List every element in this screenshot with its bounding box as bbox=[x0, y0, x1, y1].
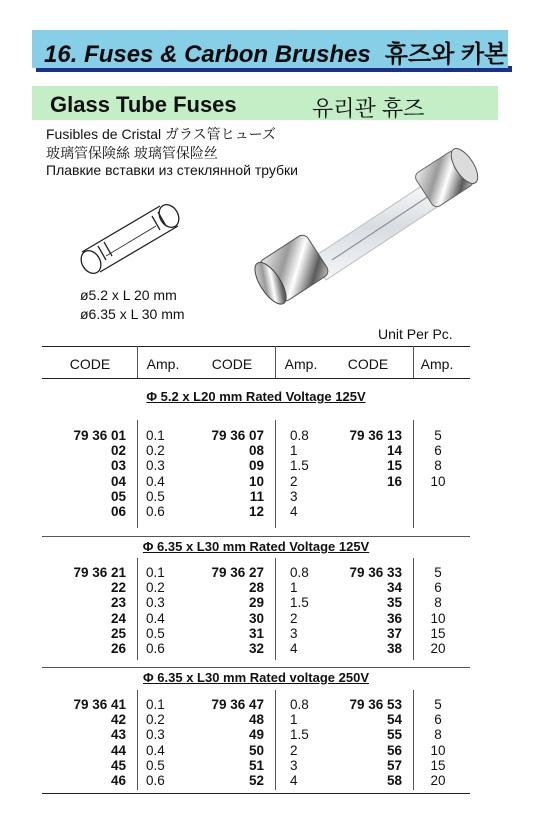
amp-cell: 0.2 bbox=[146, 443, 165, 459]
amp-cell: 1.5 bbox=[290, 458, 309, 474]
amp-cell: 0.5 bbox=[146, 488, 165, 504]
code-cell: 25 bbox=[110, 625, 126, 641]
table-top-rule bbox=[42, 346, 470, 347]
group-title-1: Φ 5.2 x L20 mm Rated Voltage 125V bbox=[146, 389, 366, 404]
code-cell: 55 bbox=[386, 727, 402, 743]
code-cell: 29 bbox=[248, 595, 264, 611]
col-divider bbox=[413, 690, 414, 790]
code-list bbox=[184, 565, 264, 656]
code-cell: 03 bbox=[110, 458, 126, 474]
amp-cell: 6 bbox=[434, 580, 442, 596]
code-cell: 79 36 27 bbox=[211, 565, 264, 580]
code-list bbox=[322, 697, 402, 788]
col-divider bbox=[413, 558, 414, 660]
amp-cell: 0.3 bbox=[146, 727, 165, 743]
code-cell: 52 bbox=[248, 773, 264, 789]
code-list bbox=[46, 697, 126, 788]
code-cell: 79 36 53 bbox=[349, 697, 402, 712]
code-cell: 34 bbox=[386, 580, 402, 596]
code-cell: 31 bbox=[248, 625, 264, 641]
code-cell: 79 36 21 bbox=[73, 565, 126, 580]
unit-note: Unit Per Pc. bbox=[378, 326, 453, 342]
code-cell: 79 36 13 bbox=[349, 428, 402, 443]
amp-cell: 1 bbox=[290, 580, 298, 596]
group-1-rule bbox=[42, 536, 470, 537]
code-cell: 14 bbox=[386, 443, 402, 459]
amp-cell: 5 bbox=[434, 428, 442, 443]
header-code-3: CODE bbox=[347, 356, 389, 372]
code-cell: 50 bbox=[248, 742, 264, 758]
amp-list bbox=[418, 428, 458, 489]
amp-list bbox=[418, 565, 458, 656]
amp-cell: 0.8 bbox=[290, 697, 309, 712]
amp-cell: 3 bbox=[290, 625, 298, 641]
code-cell: 49 bbox=[248, 727, 264, 743]
code-list bbox=[322, 565, 402, 656]
header-amp-3: Amp. bbox=[420, 356, 454, 372]
amp-cell: 2 bbox=[290, 742, 298, 758]
amp-cell: 2 bbox=[290, 610, 298, 626]
code-cell: 37 bbox=[386, 625, 402, 641]
code-cell: 30 bbox=[248, 610, 264, 626]
name-zh: 玻璃管保険絲 玻璃管保险丝 bbox=[46, 145, 218, 161]
amp-cell: 5 bbox=[434, 697, 442, 712]
col-divider bbox=[137, 690, 138, 790]
amp-cell: 15 bbox=[430, 757, 446, 773]
amp-cell: 3 bbox=[290, 757, 298, 773]
code-cell: 05 bbox=[110, 488, 126, 504]
amp-list bbox=[418, 697, 458, 788]
amp-cell: 0.2 bbox=[146, 580, 165, 596]
amp-cell: 0.8 bbox=[290, 565, 309, 580]
fuse-line-drawing-icon bbox=[70, 190, 200, 280]
code-cell: 42 bbox=[110, 712, 126, 728]
dimension-1: ø5.2 x L 20 mm bbox=[80, 287, 177, 303]
name-ru: Плавкие вставки из стеклянной трубки bbox=[46, 162, 298, 178]
code-cell: 46 bbox=[110, 773, 126, 789]
amp-cell: 8 bbox=[434, 595, 442, 611]
amp-cell: 0.4 bbox=[146, 742, 165, 758]
amp-cell: 10 bbox=[430, 610, 446, 626]
chapter-title bbox=[44, 34, 507, 69]
code-cell: 48 bbox=[248, 712, 264, 728]
amp-cell: 0.1 bbox=[146, 428, 165, 443]
group-2-rule bbox=[42, 667, 470, 668]
amp-list bbox=[146, 697, 186, 788]
header-code-1: CODE bbox=[69, 356, 111, 372]
amp-cell: 4 bbox=[290, 504, 298, 520]
code-cell: 38 bbox=[386, 641, 402, 657]
amp-cell: 0.6 bbox=[146, 641, 165, 657]
section-title-ko: 유리관 휴즈 bbox=[312, 96, 425, 121]
amp-cell: 2 bbox=[290, 473, 298, 489]
col-divider bbox=[137, 558, 138, 660]
amp-cell: 0.6 bbox=[146, 773, 165, 789]
amp-cell: 1 bbox=[290, 712, 298, 728]
amp-cell: 8 bbox=[434, 727, 442, 743]
code-cell: 02 bbox=[110, 443, 126, 459]
code-cell: 79 36 41 bbox=[73, 697, 126, 712]
col-divider bbox=[275, 690, 276, 790]
amp-cell: 0.5 bbox=[146, 625, 165, 641]
code-cell: 56 bbox=[386, 742, 402, 758]
fuse-photo-icon bbox=[250, 140, 490, 310]
code-cell: 44 bbox=[110, 742, 126, 758]
amp-cell: 6 bbox=[434, 712, 442, 728]
code-cell: 36 bbox=[386, 610, 402, 626]
amp-cell: 0.1 bbox=[146, 565, 165, 580]
code-cell: 32 bbox=[248, 641, 264, 657]
code-cell: 79 36 47 bbox=[211, 697, 264, 712]
amp-cell: 1 bbox=[290, 443, 298, 459]
amp-cell: 0.3 bbox=[146, 595, 165, 611]
col-divider bbox=[275, 420, 276, 528]
code-list bbox=[184, 697, 264, 788]
section-title: Glass Tube Fuses bbox=[50, 92, 237, 117]
header-amp-2: Amp. bbox=[284, 356, 318, 372]
amp-cell: 0.4 bbox=[146, 610, 165, 626]
code-cell: 06 bbox=[110, 504, 126, 520]
amp-list bbox=[146, 565, 186, 656]
amp-cell: 0.5 bbox=[146, 757, 165, 773]
code-cell: 79 36 33 bbox=[349, 565, 402, 580]
code-list bbox=[322, 428, 402, 489]
header-code-2: CODE bbox=[211, 356, 253, 372]
code-cell: 16 bbox=[386, 473, 402, 489]
amp-cell: 15 bbox=[430, 625, 446, 641]
code-cell: 23 bbox=[110, 595, 126, 611]
code-cell: 79 36 01 bbox=[73, 428, 126, 443]
amp-cell: 3 bbox=[290, 488, 298, 504]
amp-cell: 0.3 bbox=[146, 458, 165, 474]
code-cell: 58 bbox=[386, 773, 402, 789]
code-cell: 54 bbox=[386, 712, 402, 728]
amp-cell: 4 bbox=[290, 773, 298, 789]
chapter-title-en: 16. Fuses & Carbon Brushes bbox=[44, 41, 371, 68]
table-bottom-rule bbox=[42, 793, 470, 794]
group-title-2: Φ 6.35 x L30 mm Rated Voltage 125V bbox=[142, 539, 370, 554]
code-list bbox=[46, 428, 126, 519]
dimension-2: ø6.35 x L 30 mm bbox=[80, 306, 185, 322]
amp-cell: 20 bbox=[430, 641, 446, 657]
code-list bbox=[184, 428, 264, 519]
amp-cell: 20 bbox=[430, 773, 446, 789]
amp-cell: 5 bbox=[434, 565, 442, 580]
amp-cell: 10 bbox=[430, 742, 446, 758]
code-cell: 28 bbox=[248, 580, 264, 596]
amp-cell: 10 bbox=[430, 473, 446, 489]
name-fr-ja: Fusibles de Cristal ガラス管ヒューズ bbox=[46, 126, 276, 142]
code-cell: 15 bbox=[386, 458, 402, 474]
amp-cell: 0.8 bbox=[290, 428, 309, 443]
code-list bbox=[46, 565, 126, 656]
amp-cell: 1.5 bbox=[290, 727, 309, 743]
code-cell: 35 bbox=[386, 595, 402, 611]
code-cell: 51 bbox=[248, 757, 264, 773]
col-divider bbox=[413, 420, 414, 528]
code-cell: 43 bbox=[110, 727, 126, 743]
code-cell: 11 bbox=[249, 488, 264, 504]
col-divider bbox=[275, 558, 276, 660]
code-cell: 04 bbox=[110, 473, 126, 489]
header-amp-1: Amp. bbox=[146, 356, 180, 372]
code-cell: 22 bbox=[110, 580, 126, 596]
amp-cell: 0.1 bbox=[146, 697, 165, 712]
code-cell: 45 bbox=[110, 757, 126, 773]
table-header-rule bbox=[42, 378, 470, 379]
amp-cell: 0.4 bbox=[146, 473, 165, 489]
amp-list bbox=[146, 428, 186, 519]
amp-cell: 1.5 bbox=[290, 595, 309, 611]
amp-cell: 0.2 bbox=[146, 712, 165, 728]
code-cell: 57 bbox=[386, 757, 402, 773]
code-cell: 26 bbox=[110, 641, 126, 657]
code-cell: 12 bbox=[248, 504, 264, 520]
code-cell: 79 36 07 bbox=[211, 428, 264, 443]
code-cell: 10 bbox=[248, 473, 264, 489]
amp-cell: 8 bbox=[434, 458, 442, 474]
code-cell: 24 bbox=[110, 610, 126, 626]
group-title-3: Φ 6.35 x L30 mm Rated voltage 250V bbox=[143, 670, 369, 685]
col-divider bbox=[137, 420, 138, 528]
code-cell: 09 bbox=[248, 458, 264, 474]
code-cell: 08 bbox=[248, 443, 264, 459]
amp-cell: 6 bbox=[434, 443, 442, 459]
amp-cell: 4 bbox=[290, 641, 298, 657]
amp-cell: 0.6 bbox=[146, 504, 165, 520]
chapter-title-ko: 휴즈와 카본 bbox=[384, 41, 508, 68]
